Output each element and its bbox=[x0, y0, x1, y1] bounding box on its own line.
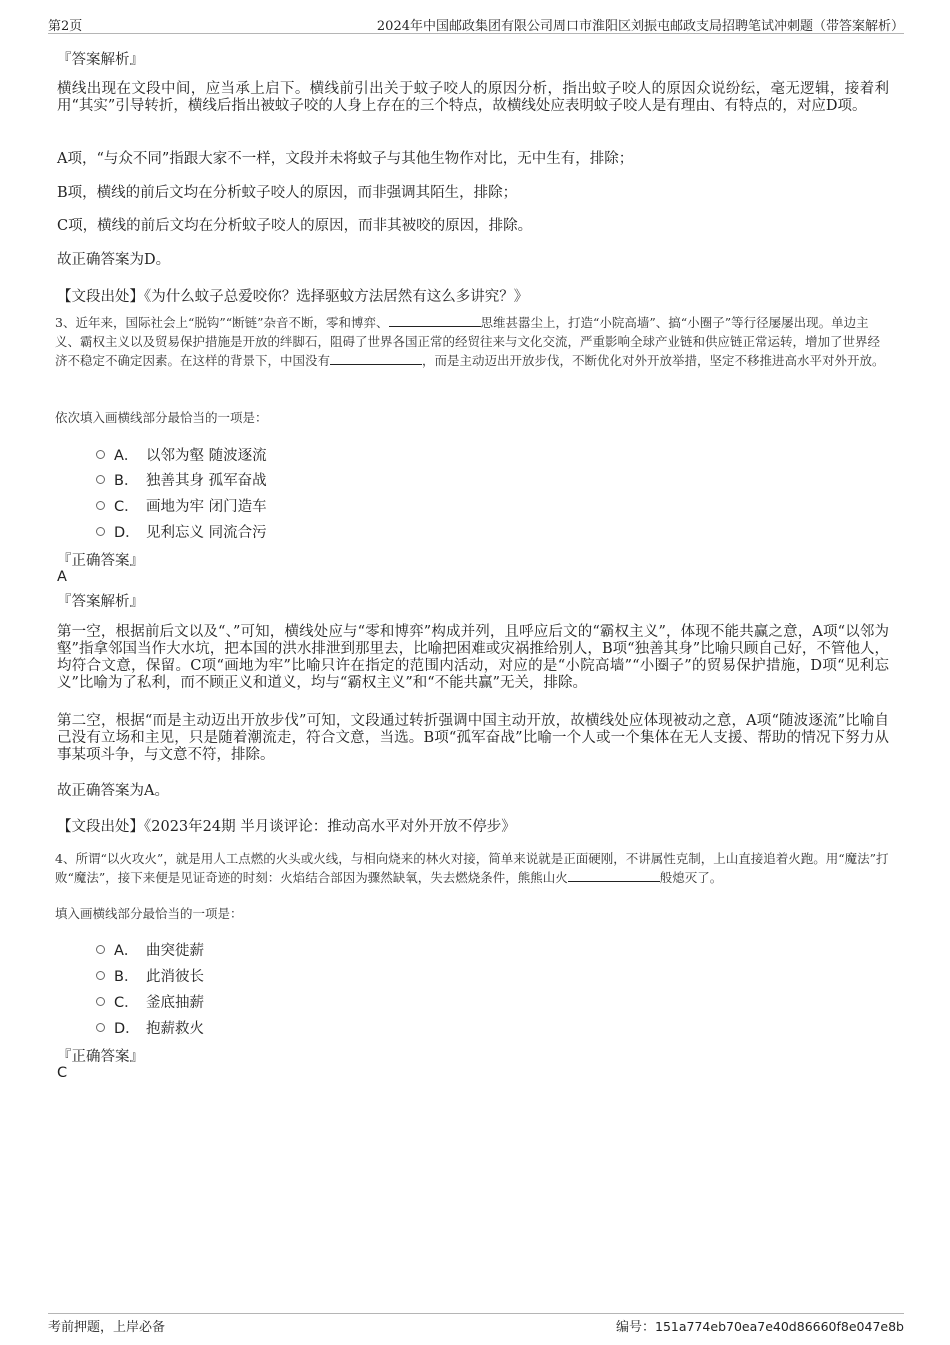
page-footer bbox=[48, 1313, 904, 1336]
q2-source: 【文段出处】《为什么蚊子总爱咬你？选择驱蚊方法居然有这么多讲究？》 bbox=[57, 289, 529, 305]
radio-icon[interactable] bbox=[96, 945, 105, 954]
q3-stem: 3、近年来，国际社会上“脱钩”“断链”杂音不断，零和博弈、 思维甚嚣尘上，打造“小院高墙”、搞“小圈子”等行径屡屡出现。单边主义、霸权主义以及贸易保护措施是开放的绊脚石，阻碍了世界各国正常的经贸往来与文化交流，严重影响全球产业链和供应链正常运转，增加了世界经济不稳定不确定因素。在这样的背景下，中国没有 ，而是主动迈出开放步伐，不断优化对外开放举措，坚定不移推进高水平对外开放。 bbox=[55, 315, 885, 368]
q3-conclusion: 故正确答案为A。 bbox=[57, 783, 169, 799]
q4-prompt: 填入画横线部分最恰当的一项是： bbox=[55, 906, 243, 921]
q2-analysis-tag: 『答案解析』 bbox=[57, 52, 144, 68]
q2-analysis-para3: B项，横线的前后文均在分析蚊子咬人的原因，而非强调其陌生，排除； bbox=[57, 185, 518, 201]
radio-icon[interactable] bbox=[96, 527, 105, 536]
q3-blank-2 bbox=[330, 352, 422, 365]
page-header bbox=[48, 13, 904, 34]
q3-analysis-tag: 『答案解析』 bbox=[57, 594, 144, 610]
q2-conclusion: 故正确答案为D。 bbox=[57, 252, 171, 268]
q2-analysis-para4: C项，横线的前后文均在分析蚊子咬人的原因，而非其被咬的原因，排除。 bbox=[57, 218, 533, 234]
q3-source: 【文段出处】《2023年24期 半月谈评论：推动高水平对外开放不停步》 bbox=[57, 819, 516, 835]
document-title: 2024年中国邮政集团有限公司周口市淮阳区刘振屯邮政支局招聘笔试冲刺题（带答案解析） bbox=[376, 19, 904, 34]
radio-icon[interactable] bbox=[96, 1023, 105, 1032]
q4-answer: C bbox=[57, 1065, 68, 1081]
radio-icon[interactable] bbox=[96, 450, 105, 459]
q3-analysis-para2: 第二空，根据“而是主动迈出开放步伐”可知，文段通过转折强调中国主动开放，故横线处应体现被动之意，A项“随波逐流”比喻自己没有立场和主见，只是随着潮流走，符合文意，当选。B项“孤军奋战”比喻一个人或一个集体在无人支援、帮助的情况下努力从事某项斗争，与文意不符，排除。 bbox=[57, 713, 889, 763]
q3-answer-tag: 『正确答案』 bbox=[57, 553, 144, 569]
q4-stem: 4、所谓“以火攻火”，就是用人工点燃的火头或火线，与相向烧来的林火对接，简单来说就是正面硬刚，不讲属性克制，上山直接追着火跑。用“魔法”打败“魔法”，接下来便是见证奇迹的时刻：火焰结合部因为骤然缺氧，失去燃烧条件，熊熊山火 般熄灭了。 bbox=[55, 851, 889, 885]
q2-analysis-para1: 横线出现在文段中间，应当承上启下。横线前引出关于蚊子咬人的原因分析，指出蚊子咬人的原因众说纷纭，毫无逻辑，接着利用“其实”引导转折，横线后指出被蚊子咬的人身上存在的三个特点，故横线处应表明蚊子咬人是有理由、有特点的，对应D项。 bbox=[57, 81, 889, 114]
page-number: 第2页 bbox=[48, 19, 83, 34]
radio-icon[interactable] bbox=[96, 997, 105, 1006]
q4-answer-tag: 『正确答案』 bbox=[57, 1049, 144, 1065]
q2-analysis-para2: A项，“与众不同”指跟大家不一样，文段并未将蚊子与其他生物作对比，无中生有，排除； bbox=[57, 151, 634, 167]
radio-icon[interactable] bbox=[96, 501, 105, 510]
q3-blank-1 bbox=[389, 314, 481, 327]
footer-slogan: 考前押题，上岸必备 bbox=[48, 1320, 166, 1335]
q3-prompt: 依次填入画横线部分最恰当的一项是： bbox=[55, 410, 268, 425]
q4-blank bbox=[568, 869, 660, 882]
radio-icon[interactable] bbox=[96, 475, 105, 484]
radio-icon[interactable] bbox=[96, 971, 105, 980]
document-code: 编号：151a774eb70ea7e40d86660f8e047e8b bbox=[615, 1319, 904, 1335]
q3-analysis-para1: 第一空，根据前后文以及“、”可知，横线处应与“零和博弈”构成并列，且呼应后文的“霸权主义”，体现不能共赢之意，A项“以邻为壑”指拿邻国当作大水坑，把本国的洪水排泄到那里去，比喻把困难或灾祸推给别人，B项“独善其身”比喻只顾自己好，不管他人，均符合文意，保留。C项“画地为牢”比喻只许在指定的范围内活动，对应的是“小院高墙”“小圈子”的贸易保护措施，D项“见利忘义”比喻为了私利，而不顾正义和道义，均与“霸权主义”和“不能共赢”无关，排除。 bbox=[57, 624, 889, 691]
q3-answer: A bbox=[57, 569, 67, 585]
